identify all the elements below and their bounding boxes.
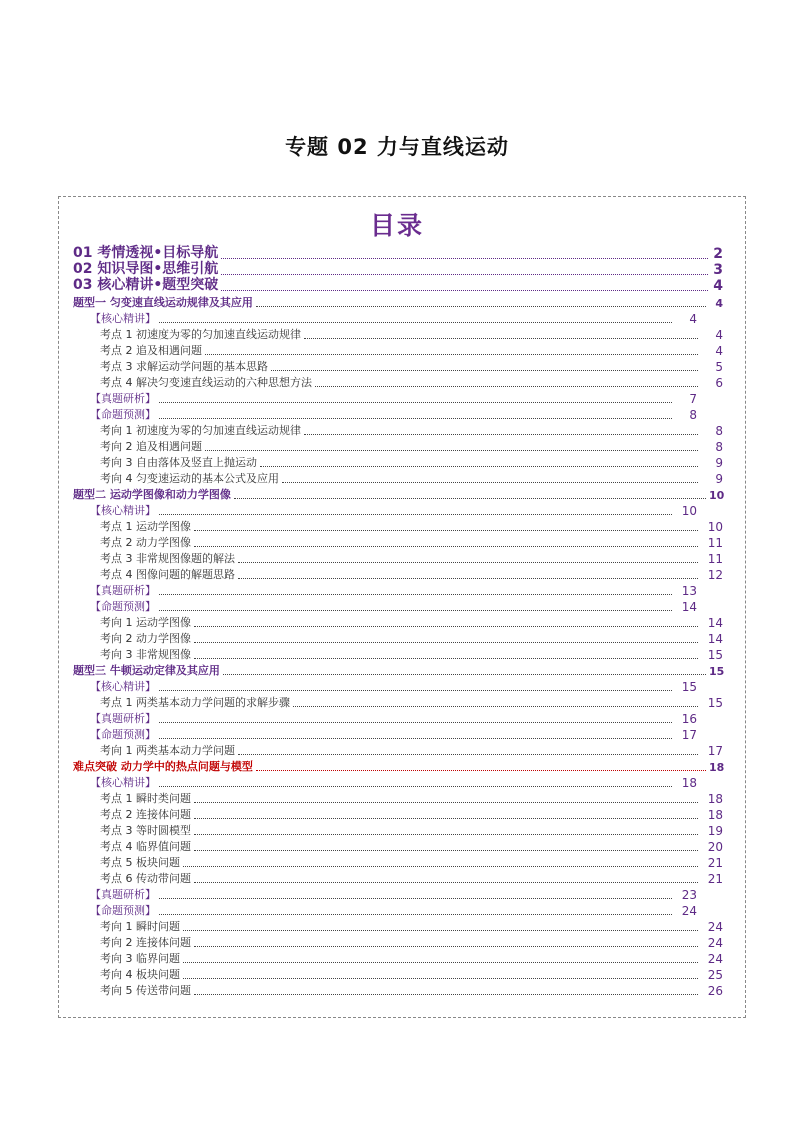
dot-leader <box>183 960 698 963</box>
dot-leader <box>234 496 706 499</box>
dot-leader <box>256 304 706 307</box>
toc-section-entry[interactable] <box>73 294 723 310</box>
toc-item-entry[interactable] <box>73 358 723 374</box>
dot-leader <box>221 288 708 291</box>
toc-item-entry[interactable] <box>73 454 723 470</box>
toc-entry-label: 考向 5 传送带问题 <box>100 984 191 997</box>
toc-item-entry[interactable] <box>73 630 723 646</box>
toc-entry-page: 8 <box>715 424 723 438</box>
toc-entry-label: 考点 5 板块问题 <box>100 856 180 869</box>
dot-leader <box>159 400 672 403</box>
toc-entry-page: 21 <box>707 856 723 870</box>
toc-entry-page: 25 <box>707 968 723 982</box>
toc-entry-label: 考向 1 两类基本动力学问题 <box>100 744 235 757</box>
toc-entry-label: 考向 2 追及相遇问题 <box>100 440 202 453</box>
toc-entry-page: 4 <box>715 344 723 358</box>
toc-item-entry[interactable] <box>73 982 723 998</box>
toc-item-entry[interactable] <box>73 566 723 582</box>
toc-item-entry[interactable] <box>73 470 723 486</box>
toc-entry-label: 【真题研析】 <box>90 888 156 901</box>
toc-entry-label: 考向 1 初速度为零的匀加速直线运动规律 <box>100 424 301 437</box>
dot-leader <box>221 272 708 275</box>
toc-entry-label: 考向 1 运动学图像 <box>100 616 191 629</box>
toc-entry-label: 考点 4 图像问题的解题思路 <box>100 568 235 581</box>
toc-entry-page: 20 <box>707 840 723 854</box>
toc-entry-label: 考向 3 临界问题 <box>100 952 180 965</box>
toc-entry-page: 10 <box>709 489 725 502</box>
dot-leader <box>183 976 698 979</box>
dot-leader <box>238 560 698 563</box>
toc-entry-page: 16 <box>681 712 697 726</box>
toc-entry-label: 考点 3 求解运动学问题的基本思路 <box>100 360 268 373</box>
dot-leader <box>159 912 672 915</box>
dot-leader <box>159 608 672 611</box>
toc-item-entry[interactable] <box>73 806 723 822</box>
toc-entry-label: 【核心精讲】 <box>90 504 156 517</box>
toc-entry-label: 03 核心精讲•题型突破 <box>73 277 219 293</box>
dot-leader <box>256 768 706 771</box>
dot-leader <box>194 816 698 819</box>
dot-leader <box>304 336 698 339</box>
toc-entry-label: 【核心精讲】 <box>90 776 156 789</box>
toc-entry-label: 【真题研析】 <box>90 392 156 405</box>
dot-leader <box>223 672 706 675</box>
toc-entry-label: 考向 3 非常规图像 <box>100 648 191 661</box>
toc-entry-label: 考点 1 运动学图像 <box>100 520 191 533</box>
toc-subsection-entry[interactable] <box>73 710 723 726</box>
dot-leader <box>183 864 698 867</box>
toc-entry-page: 24 <box>707 952 723 966</box>
toc-entry-page: 18 <box>707 792 723 806</box>
toc-entry-label: 考点 2 追及相遇问题 <box>100 344 202 357</box>
toc-entry-page: 18 <box>709 761 725 774</box>
toc-item-entry[interactable] <box>73 918 723 934</box>
toc-entry-label: 【核心精讲】 <box>90 312 156 325</box>
dot-leader <box>159 416 672 419</box>
dot-leader <box>194 848 698 851</box>
toc-entry-page: 5 <box>715 360 723 374</box>
toc-entry-label: 题型一 匀变速直线运动规律及其应用 <box>73 296 253 309</box>
dot-leader <box>238 576 698 579</box>
toc-entry-page: 4 <box>715 328 723 342</box>
toc-entry-label: 考点 1 初速度为零的匀加速直线运动规律 <box>100 328 301 341</box>
toc-entry-page: 8 <box>689 408 697 422</box>
toc-entry-page: 17 <box>707 744 723 758</box>
toc-item-entry[interactable] <box>73 934 723 950</box>
toc-entry-page: 17 <box>681 728 697 742</box>
dot-leader <box>159 592 672 595</box>
toc-entry-label: 考点 1 两类基本动力学问题的求解步骤 <box>100 696 290 709</box>
toc-entry-page: 8 <box>715 440 723 454</box>
toc-subsection-entry[interactable] <box>73 406 723 422</box>
toc-main-entry[interactable] <box>73 278 723 294</box>
toc-entry-label: 考点 2 连接体问题 <box>100 808 191 821</box>
toc-entry-page: 12 <box>707 568 723 582</box>
toc-item-entry[interactable] <box>73 326 723 342</box>
toc-entry-page: 24 <box>681 904 697 918</box>
toc-subsection-entry[interactable] <box>73 582 723 598</box>
toc-entry-label: 【真题研析】 <box>90 584 156 597</box>
dot-leader <box>221 256 708 259</box>
toc-item-entry[interactable] <box>73 374 723 390</box>
toc-entry-page: 6 <box>715 376 723 390</box>
toc-heading: 目录 <box>369 211 424 240</box>
toc-entry-page: 10 <box>707 520 723 534</box>
toc-entry-page: 26 <box>707 984 723 998</box>
toc-subsection-entry[interactable] <box>73 678 723 694</box>
toc-item-entry[interactable] <box>73 614 723 630</box>
toc-section-entry[interactable] <box>73 486 723 502</box>
dot-leader <box>282 480 698 483</box>
dot-leader <box>194 800 698 803</box>
toc-entry-label: 难点突破 动力学中的热点问题与模型 <box>73 760 253 773</box>
toc-entry-page: 11 <box>707 552 723 566</box>
dot-leader <box>159 720 672 723</box>
toc-entry-label: 考点 4 解决匀变速直线运动的六种思想方法 <box>100 376 312 389</box>
toc-entry-page: 4 <box>689 312 697 326</box>
toc-entry-page: 24 <box>707 920 723 934</box>
dot-leader <box>194 528 698 531</box>
dot-leader <box>159 784 672 787</box>
dot-leader <box>293 704 698 707</box>
dot-leader <box>315 384 698 387</box>
dot-leader <box>271 368 698 371</box>
dot-leader <box>194 880 698 883</box>
toc-entry-page: 4 <box>715 297 723 310</box>
toc-entry-page: 10 <box>681 504 697 518</box>
toc-entry-label: 【命题预测】 <box>90 904 156 917</box>
toc-entry-label: 【真题研析】 <box>90 712 156 725</box>
dot-leader <box>238 752 698 755</box>
toc-entry-page: 13 <box>681 584 697 598</box>
toc-subsection-entry[interactable] <box>73 886 723 902</box>
toc-item-entry[interactable] <box>73 742 723 758</box>
toc-entry-label: 考点 6 传动带问题 <box>100 872 191 885</box>
dot-leader <box>159 320 672 323</box>
toc-item-entry[interactable] <box>73 854 723 870</box>
toc-entry-page: 14 <box>707 616 723 630</box>
toc-item-entry[interactable] <box>73 838 723 854</box>
dot-leader <box>159 512 672 515</box>
toc-subsection-entry[interactable] <box>73 502 723 518</box>
toc-entry-label: 题型二 运动学图像和动力学图像 <box>73 488 231 501</box>
toc-entry-page: 19 <box>707 824 723 838</box>
dot-leader <box>183 928 698 931</box>
toc-entry-label: 01 考情透视•目标导航 <box>73 245 219 261</box>
toc-entry-page: 11 <box>707 536 723 550</box>
toc-entry-page: 15 <box>709 665 725 678</box>
toc-entry-label: 考向 4 板块问题 <box>100 968 180 981</box>
toc-entry-page: 3 <box>713 262 723 278</box>
toc-entry-page: 18 <box>707 808 723 822</box>
dot-leader <box>304 432 698 435</box>
toc-entry-label: 题型三 牛顿运动定律及其应用 <box>73 664 220 677</box>
toc-entry-label: 【命题预测】 <box>90 408 156 421</box>
toc-item-entry[interactable] <box>73 534 723 550</box>
table-of-contents <box>73 246 723 998</box>
dot-leader <box>205 448 698 451</box>
toc-entry-label: 考点 2 动力学图像 <box>100 536 191 549</box>
toc-item-entry[interactable] <box>73 438 723 454</box>
toc-entry-label: 02 知识导图•思维引航 <box>73 261 219 277</box>
toc-entry-page: 4 <box>713 278 723 294</box>
toc-entry-page: 14 <box>707 632 723 646</box>
toc-entry-label: 【核心精讲】 <box>90 680 156 693</box>
toc-item-entry[interactable] <box>73 966 723 982</box>
toc-entry-page: 21 <box>707 872 723 886</box>
dot-leader <box>194 544 698 547</box>
toc-item-entry[interactable] <box>73 870 723 886</box>
toc-entry-label: 考向 3 自由落体及竖直上抛运动 <box>100 456 257 469</box>
dot-leader <box>159 688 672 691</box>
toc-entry-page: 18 <box>681 776 697 790</box>
toc-subsection-entry[interactable] <box>73 902 723 918</box>
toc-item-entry[interactable] <box>73 518 723 534</box>
dot-leader <box>194 992 698 995</box>
dot-leader <box>159 736 672 739</box>
dot-leader <box>205 352 698 355</box>
toc-subsection-entry[interactable] <box>73 390 723 406</box>
dot-leader <box>260 464 698 467</box>
toc-entry-label: 考向 1 瞬时问题 <box>100 920 180 933</box>
toc-entry-label: 考点 3 非常规图像题的解法 <box>100 552 235 565</box>
toc-entry-page: 9 <box>715 456 723 470</box>
toc-entry-label: 【命题预测】 <box>90 728 156 741</box>
toc-entry-page: 2 <box>713 246 723 262</box>
toc-entry-page: 24 <box>707 936 723 950</box>
dot-leader <box>194 832 698 835</box>
toc-entry-label: 考点 4 临界值问题 <box>100 840 191 853</box>
dot-leader <box>194 656 698 659</box>
toc-entry-page: 23 <box>681 888 697 902</box>
toc-subsection-entry[interactable] <box>73 726 723 742</box>
toc-item-entry[interactable] <box>73 694 723 710</box>
toc-entry-label: 考点 1 瞬时类问题 <box>100 792 191 805</box>
toc-section-entry[interactable] <box>73 758 723 774</box>
toc-item-entry[interactable] <box>73 790 723 806</box>
dot-leader <box>194 624 698 627</box>
toc-item-entry[interactable] <box>73 822 723 838</box>
toc-entry-label: 考向 4 匀变速运动的基本公式及应用 <box>100 472 279 485</box>
toc-entry-page: 7 <box>689 392 697 406</box>
toc-entry-label: 考向 2 动力学图像 <box>100 632 191 645</box>
page-title: 专题 02 力与直线运动 <box>285 135 509 159</box>
toc-section-entry[interactable] <box>73 662 723 678</box>
toc-entry-label: 考向 2 连接体问题 <box>100 936 191 949</box>
toc-rows <box>73 294 723 998</box>
toc-subsection-entry[interactable] <box>73 774 723 790</box>
toc-entry-page: 14 <box>681 600 697 614</box>
dot-leader <box>159 896 672 899</box>
toc-entry-page: 15 <box>707 696 723 710</box>
toc-entry-page: 15 <box>681 680 697 694</box>
toc-item-entry[interactable] <box>73 646 723 662</box>
toc-item-entry[interactable] <box>73 422 723 438</box>
toc-item-entry[interactable] <box>73 550 723 566</box>
dot-leader <box>194 640 698 643</box>
toc-entry-label: 考点 3 等时圆模型 <box>100 824 191 837</box>
toc-entry-page: 15 <box>707 648 723 662</box>
dot-leader <box>194 944 698 947</box>
toc-item-entry[interactable] <box>73 950 723 966</box>
toc-subsection-entry[interactable] <box>73 598 723 614</box>
toc-item-entry[interactable] <box>73 342 723 358</box>
toc-entry-label: 【命题预测】 <box>90 600 156 613</box>
toc-subsection-entry[interactable] <box>73 310 723 326</box>
toc-entry-page: 9 <box>715 472 723 486</box>
